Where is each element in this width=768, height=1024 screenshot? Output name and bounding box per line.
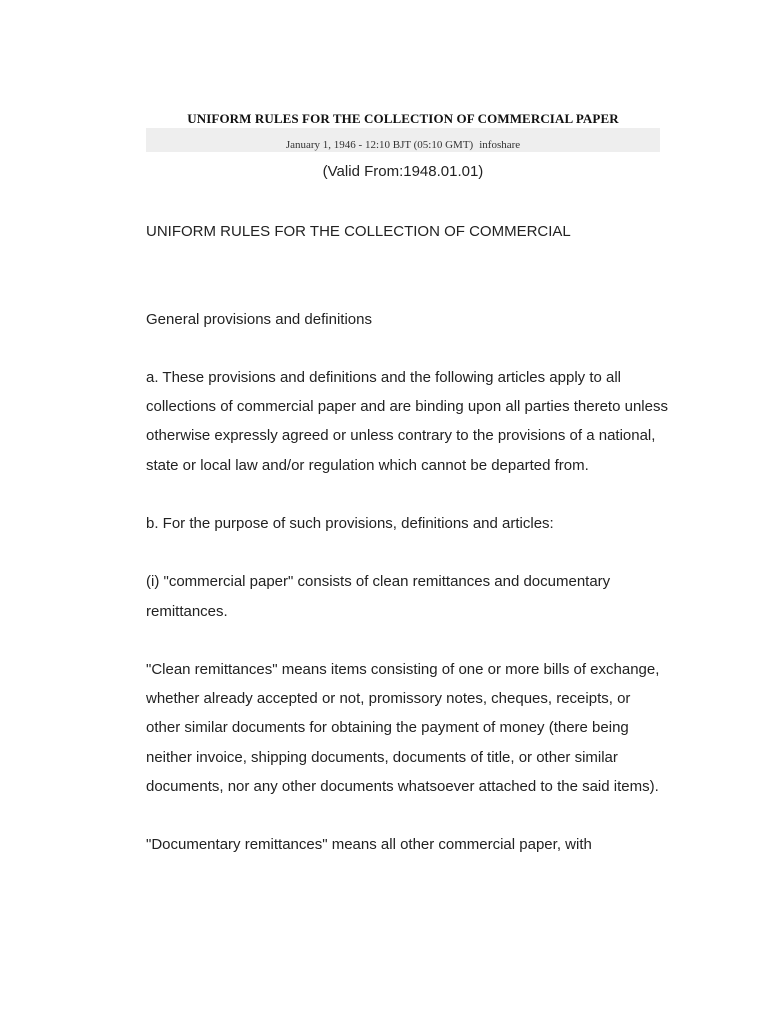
section-heading: UNIFORM RULES FOR THE COLLECTION OF COMMERCIAL: [146, 223, 571, 240]
document-source: infoshare: [479, 139, 521, 151]
document-date: January 1, 1946 - 12:10 BJT (05:10 GMT): [285, 139, 474, 151]
valid-from-line: (Valid From:1948.01.01): [322, 163, 484, 180]
document-meta-bar: [146, 128, 660, 152]
paragraph: a. These provisions and definitions and the following articles apply to all collections of commercial paper and are binding upon all parties thereto unless otherwise expressly agreed or unless contrary to the provisions of a national, state or local law and/or regulation which cannot be departed from.: [146, 368, 668, 474]
paragraph: (i) "commercial paper" consists of clean remittances and documentary remittances.: [146, 573, 611, 620]
document-title: UNIFORM RULES FOR THE COLLECTION OF COMMERCIAL PAPER: [187, 111, 619, 126]
document-body: [146, 217, 668, 889]
paragraph: "Documentary remittances" means all other commercial paper, with: [146, 836, 592, 854]
paragraph: General provisions and definitions: [146, 310, 372, 328]
paragraph: "Clean remittances" means items consisting of one or more bills of exchange, whether already accepted or not, promissory notes, cheques, receipts, or other similar documents for obtaining the payment of money (there being neither invoice, shipping documents, documents of title, or other similar documents, nor any other documents whatsoever attached to the said items).: [146, 660, 660, 795]
paragraph: b. For the purpose of such provisions, definitions and articles:: [146, 514, 554, 532]
